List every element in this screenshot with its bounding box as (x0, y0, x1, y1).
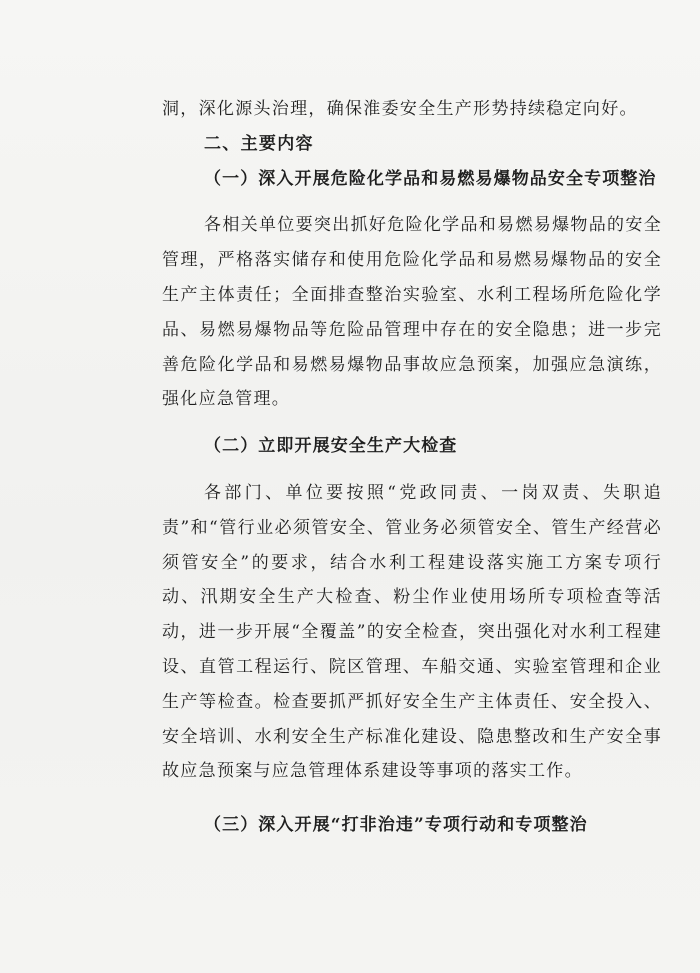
main-section-title: 二、主要内容 (204, 133, 314, 154)
subsection-title-1: （一）深入开展危险化学品和易燃易爆物品安全专项整治 (204, 168, 657, 189)
subsection-title-3: （三）深入开展“打非治违”专项行动和专项整治 (204, 815, 588, 836)
subsection-body-2: 各部门、单位要按照“党政同责、一岗双责、失职追责”和“管行业必须管安全、管业务必须管安全、管生产经营必须管安全”的要求，结合水利工程建设落实施工方案专项行动、汛期安全生产大检查、粉尘作业使用场所专项检查等活动，进一步开展“全覆盖”的安全检查，突出强化对水利工程建设、直管工程运行、院区管理、车船交通、实验室管理和企业生产等检查。检查要抓严抓好安全生产主体责任、安全投入、安全培训、水利安全生产标准化建设、隐患整改和生产安全事故应急预案与应急管理体系建设等事项的落实工作。 (162, 482, 662, 782)
subsection-body-1: 各相关单位要突出抓好危险化学品和易燃易爆物品的安全管理，严格落实储存和使用危险化学品和易燃易爆物品的安全生产主体责任；全面排查整治实验室、水利工程场所危险化学品、易燃易爆物品等危险品管理中存在的安全隐患；进一步完善危险化学品和易燃易爆物品事故应急预案，加强应急演练，强化应急管理。 (162, 215, 662, 410)
subsection-title-2: （二）立即开展安全生产大检查 (204, 436, 458, 457)
continuation-paragraph: 洞，深化源头治理，确保淮委安全生产形势持续稳定向好。 (162, 99, 638, 119)
document-body (162, 92, 662, 843)
